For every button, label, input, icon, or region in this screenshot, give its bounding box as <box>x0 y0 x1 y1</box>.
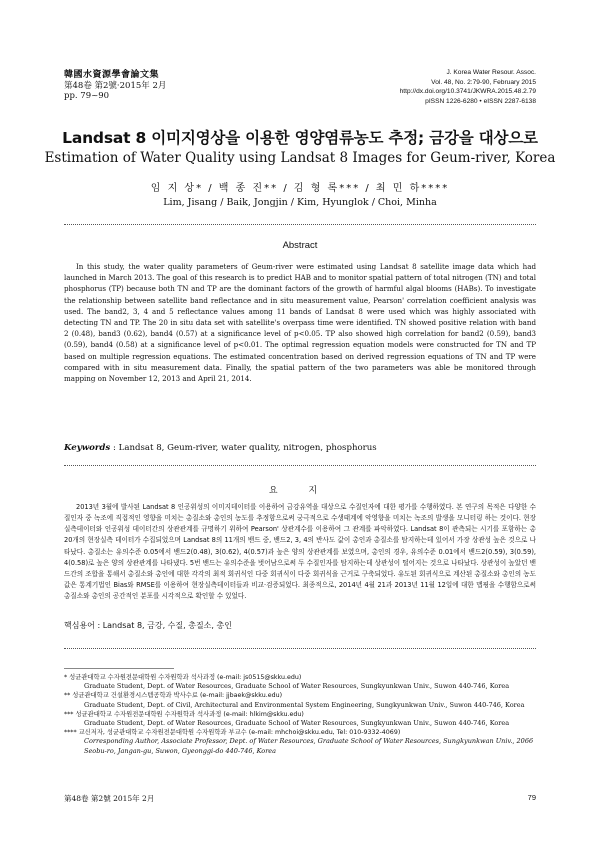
page-number: 79 <box>527 793 536 802</box>
divider <box>64 648 536 649</box>
authors-english: Lim, Jisang / Baik, Jongjin / Kim, Hyunglok / Choi, Minha <box>163 197 437 208</box>
keywords-label: Keywords <box>64 443 111 453</box>
journal-header-en <box>400 68 536 106</box>
journal-header <box>64 70 166 102</box>
authors-korean: 임 지 상* / 백 종 진** / 김 형 록*** / 최 민 하**** <box>150 183 450 194</box>
footnote-ko: *** 성균관대학교 수자원전문대학원 수자원학과 석사과정 (e-mail: hlkim@skku.edu) <box>64 710 304 718</box>
volume-en: Vol. 48, No. 2:79-90, February 2015 <box>431 78 536 86</box>
footnote <box>64 673 536 691</box>
footnote-ko: **** 교신저자, 성균관대학교 수자원전문대학원 수자원학과 부교수 (e-mail: mhchoi@skku.edu, Tel: 010-9332-4069) <box>64 729 401 737</box>
footnote-ko: ** 성균관대학교 건설환경시스템공학과 박사수료 (e-mail: jjbaek@skku.edu) <box>64 692 283 700</box>
keywords-line <box>64 443 536 453</box>
keywords-list: : Landsat 8, Geum-river, water quality, nitrogen, phosphorus <box>112 443 377 453</box>
volume-ko: 第48卷 第2號·2015年 2月 <box>64 80 167 91</box>
abstract-heading: Abstract <box>282 240 318 251</box>
footnote-en: Graduate Student, Dept. of Water Resources, Graduate School of Water Resources, Sungkyunkwan Univ., Suwon 440-746, Korea <box>84 682 510 691</box>
doi-link[interactable]: http://dx.doi.org/10.3741/JKWRA.2015.48.2.79 <box>399 88 536 95</box>
yoji-keywords: 핵심용어 : Landsat 8, 금강, 수질, 총질소, 총인 <box>64 621 232 630</box>
title-korean: Landsat 8 이미지영상을 이용한 영양염류농도 추정; 금강을 대상으로 <box>62 129 538 147</box>
footnotes <box>64 673 536 756</box>
divider <box>64 465 536 466</box>
divider <box>64 224 536 225</box>
footnote-ko: * 성균관대학교 수자원전문대학원 수자원학과 석사과정 (e-mail: js0515@skku.edu) <box>64 674 302 681</box>
footer-volume: 第48卷 第2號 2015年 2月 <box>64 794 155 803</box>
yoji-heading: 요 지 <box>268 486 332 496</box>
footnote-en: Graduate Student, Dept. of Water Resources, Graduate School of Water Resources, Sungkyunkwan Univ., Suwon 440-746, Korea <box>84 719 510 728</box>
footnote-en: Corresponding Author, Associate Professor, Dept. of Water Resources, Graduate School of Water Resources, Sungkyunkwan Univ., 2066 Seobu-ro, Jangan-gu, Suwon, Gyeonggi-do 440-746, Korea <box>84 737 534 755</box>
journal-name-ko: 韓國水資源學會論文集 <box>64 70 160 80</box>
footnote <box>64 728 536 756</box>
footnote-en: Graduate Student, Dept. of Civil, Architectural and Environmental System Engineering, Sungkyunkwan Univ., Suwon 440-746, Korea <box>84 700 525 709</box>
journal-name-en: J. Korea Water Resour. Assoc. <box>446 69 536 76</box>
footnote <box>64 710 536 728</box>
yoji-body: 2013년 3월에 발사된 Landsat 8 인공위성의 이미지데이터를 이용하여 금강유역을 대상으로 수질인자에 대한 평가를 수행하였다. 본 연구의 목적은 다양한 수질인자 중 녹조에 직접적인 영향을 미치는 총질소와 총인의 농도를 추정함으로써 궁극적으로 수생태계에 악영향을 미치는 녹조의 발생을 모니터링 하는 것이다. 현장실측데이터와 인공위성 데이터간의 상관관계를 규명하기 위하여 Pearson' 상관계수를 이용하여 그 관계를 파악하였다. Landsat 8이 관측되는 시기를 포함하는 총 20개의 현장실측 데이터가 수집되었으며 Landsat 8의 11개의 밴드 중, 밴드2, 3, 4의 반사도 값이 총인과 총질소를 탐지하는데 있어서 가장 상관성 높은 것으로 나타났다. 총질소는 유의수준 0.05에서 밴드2(0.48), 3(0.62), 4(0.57)과 높은 양의 상관관계를 보였으며, 총인의 경우, 유의수준 0.01에서 밴드2(0.59), 3(0.59), 4(0.58)로 높은 양의 상관관계를 나타냈다. 5번 밴드는 유의수준을 벗어남으로써 두 수질인자를 탐지하는데 상관성이 떨어지는 것으로 나타났다. 상관성이 높았던 밴드간의 조합을 통해서 총질소와 총인에 대한 각각의 최적 회귀식인 다중 회귀식이 다중 회귀식을 근거로 구축되었다. 유도된 회귀식으로 계산된 총질소와 총인의 농도값은 통계기법인 Bias와 RMSE를 이용하여 현장실측데이터들과 비교·검증되었다. 최종적으로, 2014년 4월 21과 2013년 11월 12일에 대한 맵핑을 수행함으로써 총질소와 총인의 공간적인 분포를 시각적으로 확인할 수 있었다. <box>64 503 536 601</box>
issn: pISSN 1226-6280 • eISSN 2287-6138 <box>425 97 536 105</box>
footnote-rule <box>64 668 174 669</box>
title-english: Estimation of Water Quality using Landsat 8 Images for Geum-river, Korea <box>44 150 556 166</box>
page-range: pp. 79~90 <box>64 91 110 101</box>
abstract-body: In this study, the water quality parameters of Geum-river were estimated using Landsat 8 satellite image data which had launched in March 2013. The goal of this research is to predict HAB and to monitor spatial pattern of total nitrogen (TN) and total phosphorus (TP) because both TN and TP are the dominant factors of the growth of harmful algal blooms (HABs). To investigate the relationship between satellite band reflectance and in situ measurement value, Pearson' correlation coefficient analysis was used. The band2, 3, 4 and 5 reflectance values among 11 bands of Landsat 8 were used which was highly associated with detecting TN and TP. The 20 in situ data set with satellite's overpass time were identified. TN showed positive relation with band 2 (0.48), band3 (0.62), band4 (0.57) at a significance level of p<0.05. TP also showed high correlation for band2 (0.59), band3 (0.59), band4 (0.58) at a significance level of p<0.01. The optimal regression equation models were constructed for TN and TP based on multiple regression equations. The estimated concentration based on derived regression equations of TN and TP were compared with in situ measurement data. Finally, the spatial pattern of the two parameters was able be monitored through mapping on November 12, 2013 and April 21, 2014. <box>64 262 536 384</box>
footnote <box>64 691 536 709</box>
